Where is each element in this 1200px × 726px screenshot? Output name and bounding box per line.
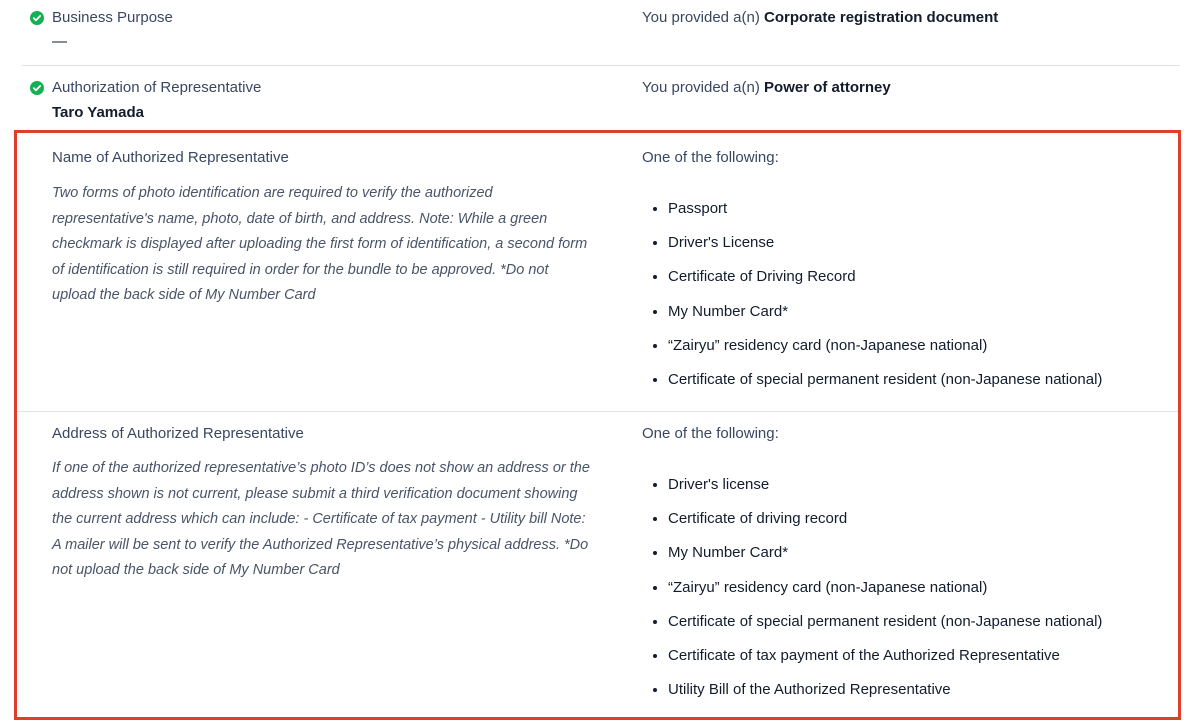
list-item: Driver's license [642,475,1102,509]
requirement-description: Two forms of photo identification are required to verify the authorized representative's name, photo, date of birth, and address. Note: While a green checkmark is displayed after uploading the first form of identification, a second form of identification is still required in order for the bundle to be approved. *Do not upload the back side of My Number Card [52,185,588,303]
business-purpose-value: — [52,33,67,50]
divider [22,65,1180,66]
provided-prefix: You provided a(n) [642,79,765,96]
authorization-label: Authorization of Representative [52,79,262,96]
document-list [642,199,1102,404]
check-circle-icon [30,81,44,95]
list-item: “Zairyu” residency card (non-Japanese national) [642,336,1102,370]
list-item: Passport [642,199,1102,233]
list-item: Driver's License [642,233,1102,267]
check-circle-icon [30,11,44,25]
one-of-label: One of the following: [642,425,779,442]
list-item: Certificate of Driving Record [642,267,1102,301]
provided-document: Corporate registration document [764,9,999,26]
requirement-description: If one of the authorized representative’s photo ID’s does not show an address or the address shown is not current, please submit a third verification document showing the current address which can include: - Certificate of tax payment - Utility bill Note: A mailer will be sent to verify the Authorized Representative’s physical address. *Do not upload the back side of My Number Card [52,460,590,578]
list-item: My Number Card* [642,302,1102,336]
business-purpose-label: Business Purpose [52,9,173,26]
provided-prefix: You provided a(n) [642,9,765,26]
business-purpose-provided [642,8,998,28]
provided-document: Power of attorney [764,79,891,96]
representative-name: Taro Yamada [52,104,144,121]
requirement-title: Address of Authorized Representative [52,425,304,442]
list-item: Certificate of special permanent resident (non-Japanese national) [642,370,1102,404]
list-item: My Number Card* [642,543,1102,577]
document-list [642,475,1102,714]
list-item: Certificate of tax payment of the Authorized Representative [642,646,1102,680]
list-item: Certificate of driving record [642,509,1102,543]
list-item: Certificate of special permanent resident (non-Japanese national) [642,612,1102,646]
one-of-label: One of the following: [642,149,779,166]
divider [17,411,1178,412]
list-item: “Zairyu” residency card (non-Japanese national) [642,578,1102,612]
list-item: Utility Bill of the Authorized Representative [642,680,1102,714]
authorization-provided [642,78,891,98]
requirement-title: Name of Authorized Representative [52,149,289,166]
